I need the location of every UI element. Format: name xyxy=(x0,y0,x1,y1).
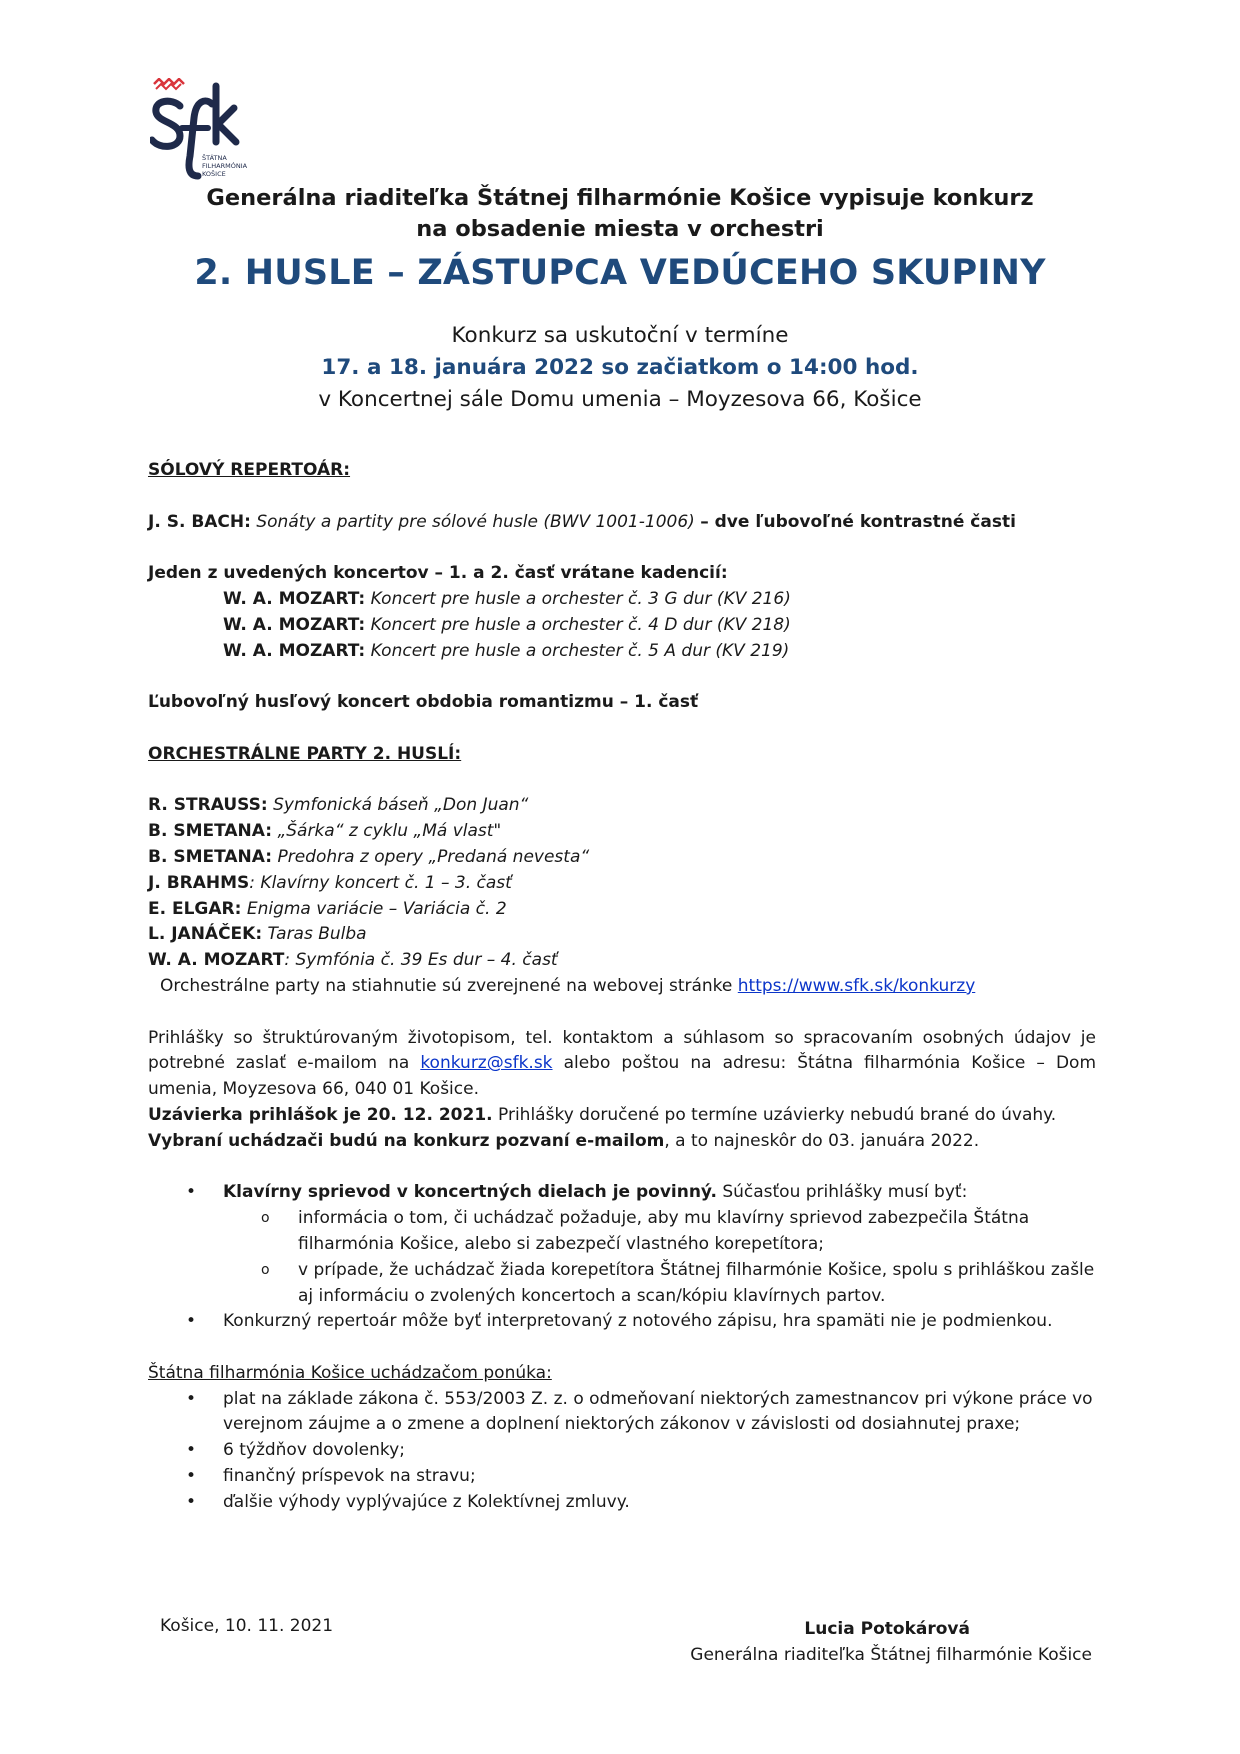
orchestral-heading: ORCHESTRÁLNE PARTY 2. HUSLÍ: xyxy=(148,743,462,764)
mozart-line xyxy=(148,639,1096,665)
orchestral-item xyxy=(148,845,1096,871)
invite-rest: , a to najneskôr do 03. januára 2022. xyxy=(664,1130,980,1151)
mozart-line xyxy=(148,587,1096,613)
orchestral-work: Enigma variácie – Variácia č. 2 xyxy=(246,898,507,919)
solo-heading: SÓLOVÝ REPERTOÁR: xyxy=(148,460,351,480)
orchestral-work: : Symfónia č. 39 Es dur – 4. časť xyxy=(284,950,558,971)
list-item: • finančný príspevok na stravu; xyxy=(148,1464,1096,1490)
download-text: Orchestrálne party na stiahnutie sú zverejnené na webovej stránke xyxy=(160,975,733,996)
mozart-composer: W. A. MOZART: xyxy=(223,614,366,635)
orchestral-item xyxy=(148,871,1096,897)
invite-bold: Vybraní uchádzači budú na konkurz pozvaní e-mailom xyxy=(148,1130,665,1151)
mozart-line xyxy=(148,613,1096,639)
orchestral-item xyxy=(148,793,1096,819)
list-item xyxy=(148,1180,1096,1206)
sub-list-item: o informácia o tom, či uchádzač požaduje, aby mu klavírny sprievod zabezpečila Štátna filharmónia Košice, alebo si zabezpečí vlastného korepetítora; xyxy=(148,1206,1096,1258)
logo-sub3: KOŠICE xyxy=(202,170,226,178)
mozart-composer: W. A. MOZART: xyxy=(223,588,366,609)
orchestral-item xyxy=(148,819,1096,845)
offer-heading: Štátna filharmónia Košice uchádzačom ponúka: xyxy=(148,1362,552,1383)
orchestral-work: „Šárka“ z cyklu „Má vlast" xyxy=(277,821,502,842)
term-date: 17. a 18. januára 2022 so začiatkom o 14:00 hod. xyxy=(321,355,919,380)
header-line-1: Generálna riaditeľka Štátnej filharmónie Košice vypisuje konkurz xyxy=(206,185,1034,211)
orchestral-composer: L. JANÁČEK: xyxy=(148,924,263,945)
orchestral-work: Taras Bulba xyxy=(267,924,367,945)
download-line xyxy=(148,974,1096,1000)
piano-bold: Klavírny sprievod v koncertných dielach je povinný. xyxy=(223,1182,717,1203)
sub-list-item: o v prípade, že uchádzač žiada korepetítora Štátnej filharmónie Košice, spolu s prihláškou zašle aj informáciu o zvolených koncertoch a scan/kópiu klavírnych partov. xyxy=(148,1258,1096,1310)
deadline-bold: Uzávierka prihlášok je 20. 12. 2021. xyxy=(148,1104,493,1125)
orchestral-composer: E. ELGAR: xyxy=(148,898,242,919)
document-body xyxy=(148,458,1096,1516)
orchestral-composer: B. SMETANA: xyxy=(148,846,273,867)
sfk-logo-graphic xyxy=(150,78,260,186)
signer-title: Generálna riaditeľka Štátnej filharmónie Košice xyxy=(690,1645,1092,1665)
signature-block xyxy=(640,1616,1092,1668)
deadline-line xyxy=(148,1103,1096,1129)
application-text-1: Prihlášky so štruktúrovaným životopisom, tel. kontaktom a súhlasom so spracovaním osobných údajov je potrebné zaslať e-mailom na xyxy=(148,1027,1096,1074)
deadline-rest: Prihlášky doručené po termíne uzávierky nebudú brané do úvahy. xyxy=(498,1104,1057,1125)
place-date: Košice, 10. 11. 2021 xyxy=(160,1616,334,1636)
orchestral-work: Predohra z opery „Predaná nevesta“ xyxy=(277,846,590,867)
logo-sub1: ŠTÁTNA xyxy=(202,154,227,162)
piano-rest: Súčasťou prihlášky musí byť: xyxy=(722,1182,968,1203)
signer-name: Lucia Potokárová xyxy=(804,1619,970,1639)
application-text xyxy=(148,1026,1096,1103)
orchestral-work: : Klavírny koncert č. 1 – 3. časť xyxy=(249,872,512,893)
email-link[interactable]: konkurz@sfk.sk xyxy=(420,1053,553,1074)
mozart-composer: W. A. MOZART: xyxy=(223,640,366,661)
orchestral-composer: J. BRAHMS xyxy=(148,872,250,893)
download-link[interactable]: https://www.sfk.sk/konkurzy xyxy=(737,975,976,996)
term-place: v Koncertnej sále Domu umenia – Moyzesova 66, Košice xyxy=(318,387,922,412)
list-item: • 6 týždňov dovolenky; xyxy=(148,1438,1096,1464)
concerto-intro: Jeden z uvedených koncertov – 1. a 2. časť vrátane kadencií: xyxy=(148,563,728,584)
bach-line xyxy=(148,510,1096,536)
application-text-2: alebo poštou na adresu: Štátna filharmónia Košice – Dom umenia, Moyzesova 66, 040 01 Košice. xyxy=(148,1053,1096,1100)
orchestral-item xyxy=(148,922,1096,948)
list-item: • Konkurzný repertoár môže byť interpretovaný z notového zápisu, hra spamäti nie je podmienkou. xyxy=(148,1309,1096,1335)
sfk-logo xyxy=(150,78,260,186)
list-item: • plat na základe zákona č. 553/2003 Z. z. o odmeňovaní niektorých zamestnancov pri výkone práce vo verejnom záujme a o zmene a doplnení niektorých zákonov v závislosti od dosiahnutej praxe; xyxy=(148,1387,1096,1439)
orchestral-work: Symfonická báseň „Don Juan“ xyxy=(273,795,529,816)
audition-term xyxy=(0,320,1240,416)
term-intro: Konkurz sa uskutoční v termíne xyxy=(451,323,789,348)
mozart-work: Koncert pre husle a orchester č. 4 D dur (KV 218) xyxy=(370,614,791,635)
mozart-work: Koncert pre husle a orchester č. 3 G dur (KV 216) xyxy=(370,588,791,609)
header-line-2: na obsadenie miesta v orchestri xyxy=(416,216,824,242)
romantic-concerto: Ľubovoľný husľový koncert obdobia romantizmu – 1. časť xyxy=(148,692,699,713)
orchestral-composer: W. A. MOZART xyxy=(148,950,285,971)
invite-line xyxy=(148,1129,1096,1155)
orchestral-composer: R. STRAUSS: xyxy=(148,795,268,816)
bach-composer: J. S. BACH: xyxy=(148,511,251,532)
orchestral-item xyxy=(148,948,1096,974)
bach-note: – dve ľubovoľné kontrastné časti xyxy=(700,511,1016,532)
position-title: 2. HUSLE – ZÁSTUPCA VEDÚCEHO SKUPINY xyxy=(194,253,1046,293)
orchestral-item xyxy=(148,897,1096,923)
announcement-header xyxy=(0,183,1240,245)
logo-sub2: FILHARMÓNIA xyxy=(202,162,248,170)
bach-work: Sonáty a partity pre sólové husle (BWV 1001-1006) xyxy=(256,511,695,532)
list-item: • ďalšie výhody vyplývajúce z Kolektívnej zmluvy. xyxy=(148,1490,1096,1516)
mozart-work: Koncert pre husle a orchester č. 5 A dur (KV 219) xyxy=(370,640,790,661)
orchestral-composer: B. SMETANA: xyxy=(148,821,273,842)
